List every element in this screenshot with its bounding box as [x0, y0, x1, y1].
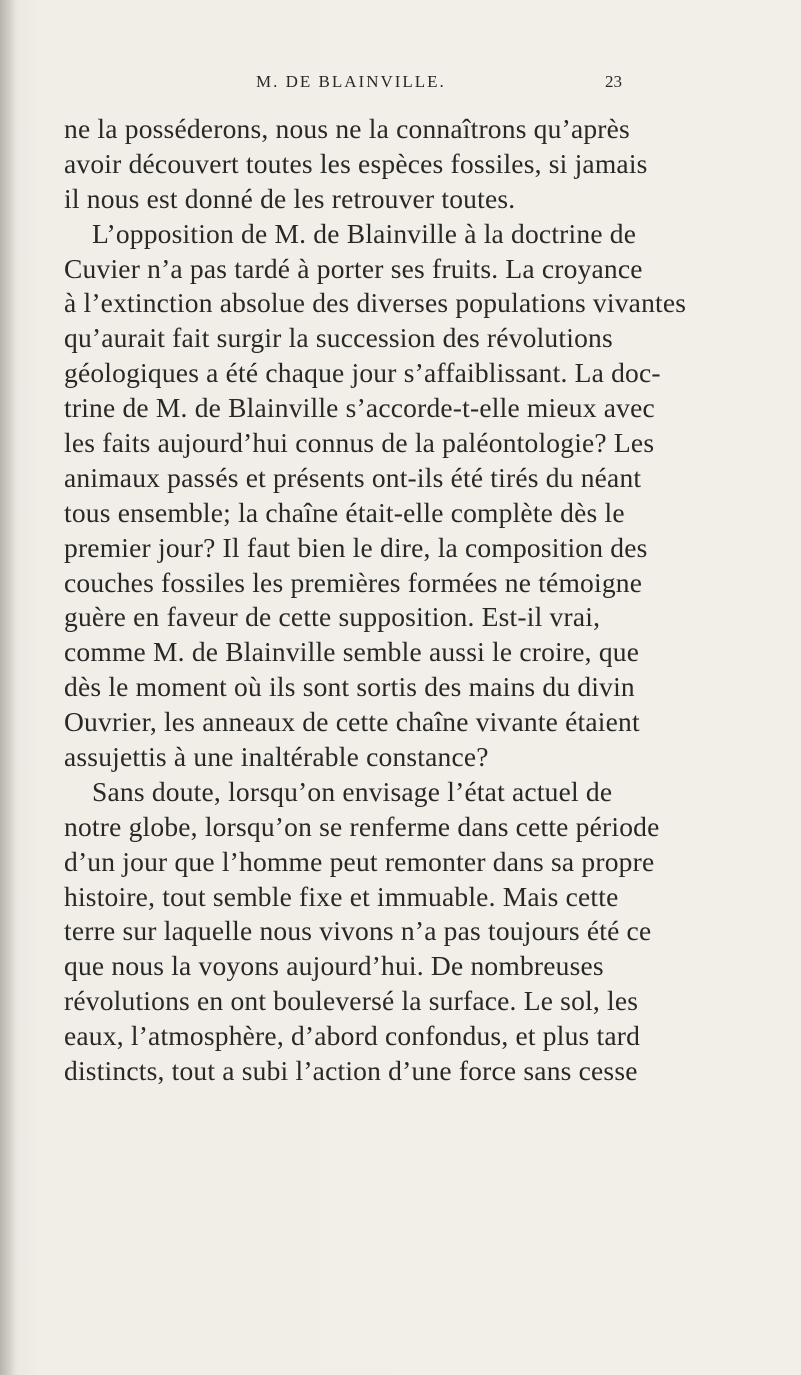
text-line: d’un jour que l’homme peut remonter dans sa propre	[64, 845, 655, 877]
text-line: couches fossiles les premières formées ne témoigne	[64, 566, 643, 598]
text-line: animaux passés et présents ont-ils été tirés du néant	[64, 461, 642, 493]
running-head-title: M. DE BLAINVILLE.	[256, 72, 446, 91]
page-number: 23	[605, 72, 622, 91]
spine-shadow	[0, 0, 18, 1375]
running-head	[256, 72, 622, 98]
text-line: Ouvrier, les anneaux de cette chaîne vivante étaient	[64, 706, 640, 738]
text-line: trine de M. de Blainville s’accorde-t-elle mieux avec	[64, 392, 655, 424]
text-line: histoire, tout semble fixe et immuable. Mais cette	[64, 880, 619, 912]
text-line: les faits aujourd’hui connus de la paléontologie? Les	[64, 427, 655, 459]
text-line: géologiques a été chaque jour s’affaiblissant. La doc-	[64, 357, 661, 389]
text-line: guère en faveur de cette supposition. Est-il vrai,	[64, 601, 601, 633]
text-line: premier jour? Il faut bien le dire, la composition des	[64, 531, 648, 563]
text-line: comme M. de Blainville semble aussi le croire, que	[64, 636, 640, 668]
text-line: eaux, l’atmosphère, d’abord confondus, et plus tard	[64, 1020, 641, 1052]
text-line: distincts, tout a subi l’action d’une force sans cesse	[64, 1055, 638, 1087]
text-line: Cuvier n’a pas tardé à porter ses fruits. La croyance	[64, 252, 643, 284]
text-line: révolutions en ont bouleversé la surface. Le sol, les	[64, 985, 639, 1017]
text-line: qu’aurait fait surgir la succession des révolutions	[64, 322, 613, 354]
text-line: terre sur laquelle nous vivons n’a pas toujours été ce	[64, 915, 652, 947]
text-line: notre globe, lorsqu’on se renferme dans cette période	[64, 810, 660, 842]
text-line: dès le moment où ils sont sortis des mains du divin	[64, 671, 635, 703]
text-line: tous ensemble; la chaîne était-elle complète dès le	[64, 496, 625, 528]
body-text	[64, 112, 687, 1089]
text-line: à l’extinction absolue des diverses populations vivantes	[64, 287, 687, 319]
text-line: il nous est donné de les retrouver toutes.	[64, 182, 516, 214]
text-line: L’opposition de M. de Blainville à la doctrine de	[92, 217, 637, 249]
text-line: assujettis à une inaltérable constance?	[64, 741, 489, 773]
text-line: Sans doute, lorsqu’on envisage l’état actuel de	[92, 775, 613, 807]
text-line: ne la posséderons, nous ne la connaîtrons qu’après	[64, 113, 630, 144]
text-line: que nous la voyons aujourd’hui. De nombreuses	[64, 950, 604, 982]
text-line: avoir découvert toutes les espèces fossiles, si jamais	[64, 147, 648, 179]
